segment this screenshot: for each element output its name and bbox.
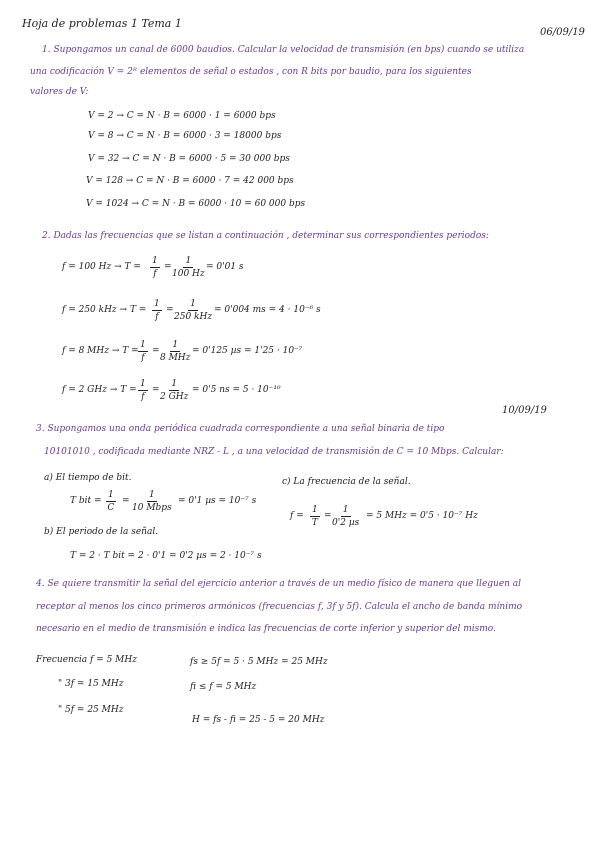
p3-statement-line-1: 3. Supongamos una onda periódica cuadrada correspondiente a una señal binaria de tipo: [36, 424, 445, 434]
p4-statement-line-2: receptor al menos los cinco primeros armónicos (frecuencias f, 3f y 5f). Calcula el ancho de banda mínimo: [36, 602, 523, 612]
p4-right-row: fi ≤ f = 5 MHz: [190, 682, 257, 692]
p2-row-result: = 0'125 µs = 1'25 · 10⁻⁷: [192, 346, 303, 356]
p3-fraction: $\frac{1}{T}$: [311, 505, 318, 528]
p3-fraction: 1 10 Mbps: [132, 490, 172, 513]
p2-fraction: 1 250 kHz: [174, 299, 213, 322]
p4-left-row: " 3f = 15 MHz: [58, 679, 124, 689]
p3-part-c-lead: f =: [290, 511, 304, 521]
p2-row-result: = 0'5 ns = 5 · 10⁻¹⁰: [192, 385, 281, 395]
p1-row: V = 2 → C = N · B = 6000 · 1 = 6000 bps: [88, 111, 276, 121]
p3-part-c-result: = 5 MHz = 0'5 · 10⁻⁷ Hz: [366, 511, 478, 521]
p4-statement-line-3: necesario en el medio de transmisión e indica las frecuencias de corte inferior y superior del mismo.: [36, 624, 496, 634]
p2-fraction: $\frac{1}{f}$: [140, 340, 146, 363]
p1-row: V = 32 → C = N · B = 6000 · 5 = 30 000 bps: [88, 154, 290, 164]
p1-row: V = 128 → C = N · B = 6000 · 7 = 42 000 bps: [86, 176, 294, 186]
p3-fraction: $\frac{1}{C}$: [107, 490, 115, 513]
handwritten-page: Hoja de problemas 1 Tema 1 06/09/19 1. Supongamos un canal de 6000 baudios. Calcular la velocidad de transmisión (en bps) cuando se utiliza una codificación V = 2ᴿ elementos de señal o estados , con R bits por baudio, para los siguientes valores de V: V = 2 → C = N · B = 6000 · 1 = 6000 bps V = 8 → C = N · B = 6000 · 3 = 18000 bps V = 32 → C = N · B = 6000 · 5 = 30 000 bps V = 128 → C = N · B = 6000 · 7 = 42 000 bps V = 1024 → C = N · B = 6000 · 10 = 60 000 bps 2. Dadas las frecuencias que se listan a continuación , determinar sus correspondientes periodos: f = 100 Hz → T = $\frac{1}{f}$ = $\frac{1}{100 Hz}$ = 0'01 s f = 250 kHz → T = $\frac{1}{f}$ = 1 250 kHz = 0'004 ms = 4 · 10⁻⁶ s f = 8 MHz → T = $\frac{1}{f}$ = 1 8 MHz = 0'125 µs = 1'25 · 10⁻⁷ f = 2 GHz → T = $\frac{1}{f}$ = 1 2 GHz = 0'5 ns = 5 · 10⁻¹⁰ 10/09/19 3. Supongamos una onda periódica cuadrada correspondiente a una señal binaria de tipo 10101010 , codificada mediante NRZ - L , a una velocidad de transmisión de C = 10 Mbps. Calcular: a) El tiempo de bit. c) La frecuencia de la señal. T bit = $\frac{1}{C}$ = 1 10 Mbps = 0'1 µs = 10⁻⁷ s f = $\frac{1}{T}$ = 1 0'2 µs = 5 MHz = 0'5 · 10⁻⁷ Hz b) El periodo de la señal. T = 2 · T bit = 2 · 0'1 = 0'2 µs = 2 · 10⁻⁷ s 4. Se quiere transmitir la señal del ejercicio anterior a través de un medio físico de manera que lleguen al receptor al menos los cinco primeros armónicos (frecuencias f, 3f y 5f). Calcula el ancho de banda mínimo necesario en el medio de transmisión e indica las frecuencias de corte inferior y superior del mismo. Frecuencia f = 5 MHz " 3f = 15 MHz " 5f = 25 MHz fs ≥ 5f = 5 · 5 MHz = 25 MHz fi ≤ f = 5 MHz H = fs - fi = 25 - 5 = 20 MHz: [22, 17, 585, 725]
p4-statement-line-1: 4. Se quiere transmitir la señal del ejercicio anterior a través de un medio físico de manera que lleguen al: [36, 579, 522, 589]
p1-statement-line-3: valores de V:: [30, 87, 89, 97]
p1-statement-line-2: una codificación V = 2ᴿ elementos de señal o estados , con R bits por baudio, para los siguientes: [30, 67, 472, 77]
p3-part-a-label: a) El tiempo de bit.: [44, 473, 132, 483]
p2-row-lead: f = 250 kHz → T =: [62, 305, 147, 315]
page-date: 06/09/19: [540, 27, 585, 38]
p4-left-row: Frecuencia f = 5 MHz: [36, 655, 137, 665]
p3-part-a-lead: T bit =: [70, 496, 102, 506]
p4-left-row: " 5f = 25 MHz: [58, 705, 124, 715]
p3-statement-line-2: 10101010 , codificada mediante NRZ - L , a una velocidad de transmisión de C = 10 Mbps. Calcular:: [44, 447, 504, 457]
p2-row-result: = 0'01 s: [206, 262, 244, 272]
p4-right-row: fs ≥ 5f = 5 · 5 MHz = 25 MHz: [190, 657, 328, 667]
p2-row-result: = 0'004 ms = 4 · 10⁻⁶ s: [214, 305, 321, 315]
p2-fraction: $\frac{1}{100 Hz}$: [172, 256, 205, 279]
p2-row-lead: f = 100 Hz → T =: [62, 262, 141, 272]
p3-part-a-result: = 0'1 µs = 10⁻⁷ s: [178, 496, 257, 506]
p2-fraction: 1 8 MHz: [160, 340, 191, 363]
p3-part-b-formula: T = 2 · T bit = 2 · 0'1 = 0'2 µs = 2 · 10⁻⁷ s: [70, 551, 262, 561]
p2-fraction: $\frac{1}{f}$: [152, 256, 158, 279]
p2-row-lead: f = 2 GHz → T =: [62, 385, 137, 395]
p1-row: V = 8 → C = N · B = 6000 · 3 = 18000 bps: [88, 131, 282, 141]
p2-fraction: 1 2 GHz: [160, 379, 189, 402]
p3-part-b-label: b) El periodo de la señal.: [44, 527, 159, 537]
p2-fraction: $\frac{1}{f}$: [154, 299, 160, 322]
p2-row-lead: f = 8 MHz → T =: [62, 346, 139, 356]
p4-right-row: H = fs - fi = 25 - 5 = 20 MHz: [192, 715, 325, 725]
section-date: 10/09/19: [502, 405, 547, 416]
p1-row: V = 1024 → C = N · B = 6000 · 10 = 60 000 bps: [86, 199, 306, 209]
p2-statement: 2. Dadas las frecuencias que se listan a continuación , determinar sus correspondientes periodos:: [42, 231, 489, 241]
p3-fraction: 1 0'2 µs: [332, 505, 360, 528]
page-title: Hoja de problemas 1 Tema 1: [22, 17, 182, 30]
p1-statement-line-1: 1. Supongamos un canal de 6000 baudios. Calcular la velocidad de transmisión (en bps) cuando se utiliza: [42, 45, 525, 55]
p2-fraction: $\frac{1}{f}$: [140, 379, 146, 402]
p3-part-c-label: c) La frecuencia de la señal.: [282, 477, 411, 487]
